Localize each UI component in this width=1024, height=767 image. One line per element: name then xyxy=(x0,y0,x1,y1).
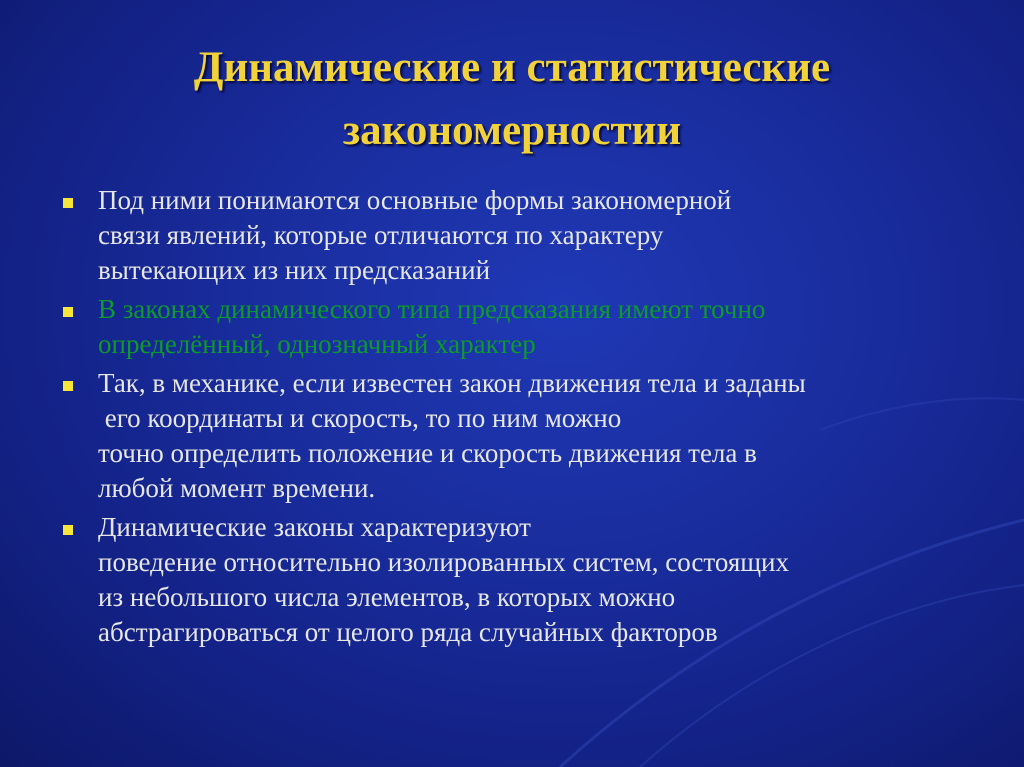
bullet-text xyxy=(98,183,1000,288)
bullet-line: связи явлений, которые отличаются по характеру xyxy=(98,220,664,250)
bullet-item-4 xyxy=(60,510,1000,650)
bullet-line: Под ними понимаются основные формы закономерной xyxy=(98,185,732,215)
bullet-item-3 xyxy=(60,366,1000,506)
bullet-text xyxy=(98,510,1000,650)
slide-title xyxy=(60,36,964,162)
bullet-item-2 xyxy=(60,292,1000,362)
bullet-line: Динамические законы характеризуют xyxy=(98,512,531,542)
square-bullet-icon xyxy=(63,525,73,535)
bullet-item-1 xyxy=(60,183,1000,288)
bullet-line: В законах динамического типа предсказания имеют точно xyxy=(98,294,766,324)
bullet-line: определённый, однозначный характер xyxy=(98,329,536,359)
slide-title-line-1: Динамические и статистические xyxy=(193,44,831,91)
bullet-line: Так, в механике, если известен закон движения тела и заданы xyxy=(98,368,806,398)
bullet-line: вытекающих из них предсказаний xyxy=(98,255,491,285)
bullet-line: его координаты и скорость, то по ним можно xyxy=(98,403,622,433)
bullet-text xyxy=(98,292,1000,362)
square-bullet-icon xyxy=(63,381,73,391)
square-bullet-icon xyxy=(63,307,73,317)
bullet-line: поведение относительно изолированных систем, состоящих xyxy=(98,547,789,577)
bullet-line: из небольшого числа элементов, в которых можно xyxy=(98,582,676,612)
bullet-line: любой момент времени. xyxy=(98,473,376,503)
bullet-line: точно определить положение и скорость движения тела в xyxy=(98,438,757,468)
bullet-text xyxy=(98,366,1000,506)
slide-title-line-2: закономерностии xyxy=(342,107,682,154)
bullet-list xyxy=(60,183,1000,654)
square-bullet-icon xyxy=(63,198,73,208)
bullet-line: абстрагироваться от целого ряда случайных факторов xyxy=(98,617,718,647)
